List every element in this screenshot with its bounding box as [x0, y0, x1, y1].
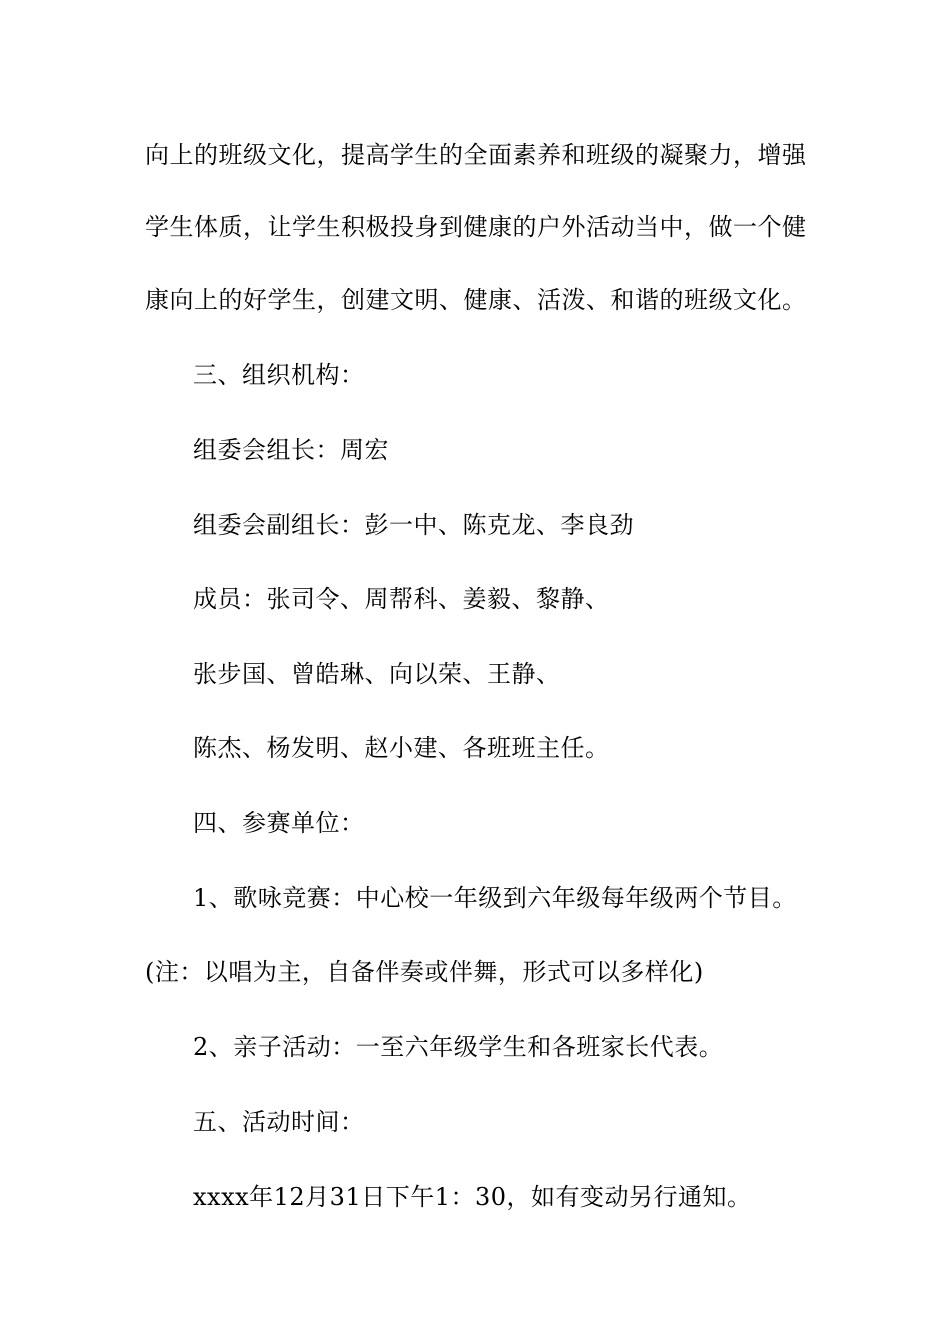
leader-line: 组委会组长：周宏 [193, 436, 389, 464]
section4-heading: 四、参赛单位： [193, 809, 365, 837]
item1-line: 1、歌咏竞赛：中心校一年级到六年级每年级两个节目。 [193, 884, 797, 912]
members-line-3: 陈杰、杨发明、赵小建、各班班主任。 [193, 734, 610, 762]
intro-line-1: 向上的班级文化，提高学生的全面素养和班级的凝聚力，增强 [145, 141, 807, 169]
intro-line-3: 康向上的好学生，创建文明、健康、活泼、和谐的班级文化。 [145, 286, 807, 314]
section5-heading: 五、活动时间： [193, 1108, 365, 1136]
item1-note: (注：以唱为主，自备伴奏或伴舞，形式可以多样化) [145, 958, 704, 986]
section3-heading: 三、组织机构： [193, 361, 365, 389]
time-line: xxxx年12月31日下午1：30，如有变动另行通知。 [193, 1183, 752, 1211]
members-line-2: 张步国、曾皓琳、向以荣、王静、 [193, 660, 561, 688]
item2-line: 2、亲子活动：一至六年级学生和各班家长代表。 [193, 1033, 724, 1061]
members-line-1: 成员：张司令、周帮科、姜毅、黎静、 [193, 585, 610, 613]
deputy-line: 组委会副组长：彭一中、陈克龙、李良劲 [193, 511, 634, 539]
intro-line-2: 学生体质，让学生积极投身到健康的户外活动当中，做一个健 [145, 213, 807, 241]
